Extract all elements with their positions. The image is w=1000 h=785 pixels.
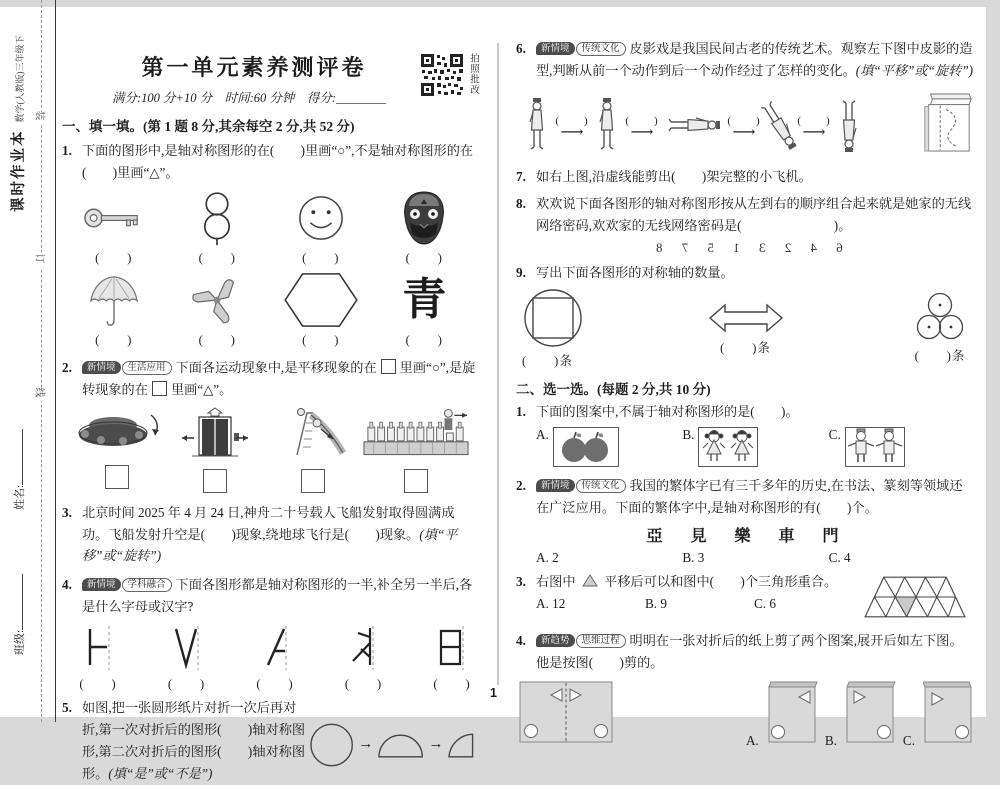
paper-folding-figures [308, 697, 476, 785]
half-character-tian-icon [432, 624, 472, 672]
traditional-culture-badge: 传统文化 [576, 479, 626, 493]
traditional-culture-badge: 传统文化 [576, 42, 626, 56]
column-divider [497, 43, 499, 685]
apples-option-icon [553, 427, 619, 467]
half-letter-A-icon [255, 624, 295, 672]
question-1-5 [62, 697, 476, 785]
question-1-9-figures: ( )条 ( )条 ( )条 [516, 287, 975, 369]
answer-square [381, 359, 396, 374]
qr-code-label: 拍照批改 [468, 53, 479, 95]
question-1-5-text: 5. 如图,把一张圆形纸片对折一次后再对折,第一次对折后的图形( )轴对称图形,第二次对折后的图形( )轴对称图形。(填“是”或“不是”) [62, 700, 306, 781]
pinwheel-icon [190, 272, 244, 328]
semicircle-icon [376, 731, 425, 759]
boys-option-icon [845, 427, 905, 467]
question-1-4: 4. 新情境 学科融合 下面各图形都是轴对称图形的一半,补全另一半后,各是什么字母或汉字? [62, 577, 473, 615]
small-triangle-icon [582, 574, 598, 587]
page-number: 1 [490, 686, 497, 700]
square-in-circle-icon [522, 287, 584, 349]
double-circle-8-icon [202, 190, 232, 246]
question-2-4-figures: A. B. C. [518, 680, 975, 749]
traditional-characters: 亞 見 樂 車 門 [646, 528, 845, 546]
qr-code-block [420, 53, 522, 97]
folded-paper-B-icon [845, 680, 897, 749]
binding-char: 装 [34, 111, 49, 125]
puppet-tilted-icon [766, 96, 792, 154]
new-context-badge: 新情境 [536, 42, 575, 55]
question-1-7: 7. 如右上图,沿虚线能剪出( )架完整的小飞机。 [516, 168, 812, 184]
question-1-3: 3. 北京时间 2025 年 4 月 24 日,神舟二十号载人飞船发射取得圆满成功。飞船发射升空是( )现象,绕地球飞行是( )现象。(填“平移”或“旋转”) [62, 504, 458, 564]
name-blank-line [12, 429, 23, 485]
triangle-strip-figure [863, 571, 975, 624]
question-1-8: 8. 欢欢说下面各图形的轴对称图形按从左到右的顺序组合起来就是她家的无线网络密码,欢欢家的无线网络密码是( )。 [516, 195, 972, 233]
binding-dashed-line [41, 0, 42, 722]
answer-square [404, 469, 428, 493]
thinking-process-badge: 思维过程 [576, 634, 626, 648]
arrow-icon: → [358, 736, 374, 753]
three-circles-icon [911, 292, 969, 344]
girls-option-icon [698, 427, 758, 467]
new-trend-badge: 新趋势 [536, 634, 575, 647]
question-1-1-figures: ( ) ( ) ( ) ( ) ( ) ( ) ( ) 青 ( ) [62, 190, 476, 348]
student-class-field: 班级: [11, 574, 27, 655]
subject-integration-badge: 学科融合 [122, 578, 172, 592]
question-2-3-text: 3. 右图中 平移后可以和图中( )个三角形重合。 [516, 574, 838, 590]
puppet-inverted-icon [836, 96, 862, 154]
double-arrow-icon [708, 300, 784, 336]
student-name-field: 姓名: [11, 429, 27, 510]
qr-code-icon [420, 53, 464, 97]
conveyor-belt-icon [362, 407, 470, 464]
puppet-standing-icon [524, 96, 550, 154]
score-info-line: 满分:100 分+10 分 时间:60 分钟 得分:________ [111, 91, 387, 105]
puppet-lying-icon [664, 96, 722, 154]
answer-square [203, 469, 227, 493]
arrow-icon: ⟶ [802, 124, 826, 142]
answer-square [105, 465, 129, 489]
arrow-icon: ⟶ [630, 124, 654, 142]
arrow-icon: ⟶ [732, 124, 756, 142]
arrow-icon: ⟶ [560, 124, 584, 142]
answer-square [152, 381, 167, 396]
scan-edge [0, 0, 1000, 7]
workbook-series-title: 课时作业本数学(人教版)三年级下 [11, 35, 27, 212]
circle-icon [308, 721, 355, 769]
arrow-icon: → [428, 736, 444, 753]
new-context-badge: 新情境 [82, 361, 121, 374]
folded-paper-plane-icon [917, 90, 975, 161]
folded-paper-C-icon [923, 680, 975, 749]
elevator-icon [178, 407, 252, 464]
qing-character: 青 [402, 274, 447, 324]
half-letter-V-icon [167, 624, 207, 672]
worksheet-page [0, 7, 986, 781]
section1-heading: 一、填一填。(第 1 题 8 分,其余每空 2 分,共 52 分) [62, 119, 355, 134]
mirrored-wifi-password: 6 4 2 3 1 5 7 8 [648, 239, 843, 255]
new-context-badge: 新情境 [536, 479, 575, 492]
paper-title: 第一单元素养测评卷 [141, 55, 367, 80]
half-character-mi-icon [344, 624, 384, 672]
binding-char: 线 [34, 388, 49, 402]
folded-paper-A-icon [767, 680, 819, 749]
question-1-6: 6. 新情境 传统文化 皮影戏是我国民间古老的传统艺术。观察左下图中皮影的造型,判断从前一个动作到后一个动作经过了怎样的变化。(填“平移”或“旋转”) [516, 41, 974, 78]
key-icon [83, 190, 145, 246]
section2-heading: 二、选一选。(每题 2 分,共 10 分) [516, 382, 711, 398]
question-2-3-options: A. 12 B. 9 C. 6 [536, 596, 776, 612]
question-2-2-options: A. 2 B. 3 C. 4 [536, 550, 851, 566]
shadow-puppet-figures: ( ) ⟶ ( ) ⟶ ( ) ⟶ ( ) ⟶ [524, 90, 975, 161]
question-2-1-options: A. B. C. [516, 427, 975, 467]
answer-square [301, 469, 325, 493]
question-1-2: 2. 新情境 生活应用 下面各运动现象中,是平移现象的在 里画“○”,是旋转现象的在 里画“△”。 [62, 359, 476, 397]
margin-line [55, 0, 56, 722]
question-1-2-figures [62, 407, 476, 493]
carousel-ride-icon [71, 407, 163, 460]
question-2-4: 4. 新趋势 思维过程 明明在一张对折后的纸上剪了两个图案,展开后如左下图。他是按图( )剪的。 [516, 633, 963, 671]
binding-char: 订 [34, 254, 49, 268]
half-letter-H-icon [78, 624, 118, 672]
class-blank-line [12, 574, 23, 630]
opera-mask-icon [400, 190, 448, 246]
new-context-badge: 新情境 [82, 578, 121, 591]
umbrella-icon [87, 272, 141, 328]
quarter-circle-icon [446, 730, 476, 760]
question-2-1: 1. 下面的图案中,不属于轴对称图形的是( )。 [516, 404, 799, 420]
question-2-2: 2. 新情境 传统文化 我国的繁体字已有三千多年的历史,在书法、篆刻等领域还在广泛应用。下面的繁体字中,是轴对称图形的有( )个。 [516, 478, 963, 516]
hexagon-icon [282, 272, 360, 328]
question-1-1: 1. 下面的图形中,是轴对称图形的在( )里画“○”,不是轴对称图形的在( )里画“△”。 [62, 143, 474, 180]
half-letter-figures: ( ) ( ) ( ) ( ) ( ) [78, 624, 472, 692]
unfolded-paper-icon [518, 680, 614, 749]
question-1-9: 9. 写出下面各图形的对称轴的数量。 [516, 264, 734, 280]
question-2-3 [516, 571, 975, 624]
smiley-face-icon [296, 190, 346, 246]
life-application-badge: 生活应用 [122, 361, 172, 375]
slide-icon [277, 407, 349, 464]
puppet-standing-icon [594, 96, 620, 154]
